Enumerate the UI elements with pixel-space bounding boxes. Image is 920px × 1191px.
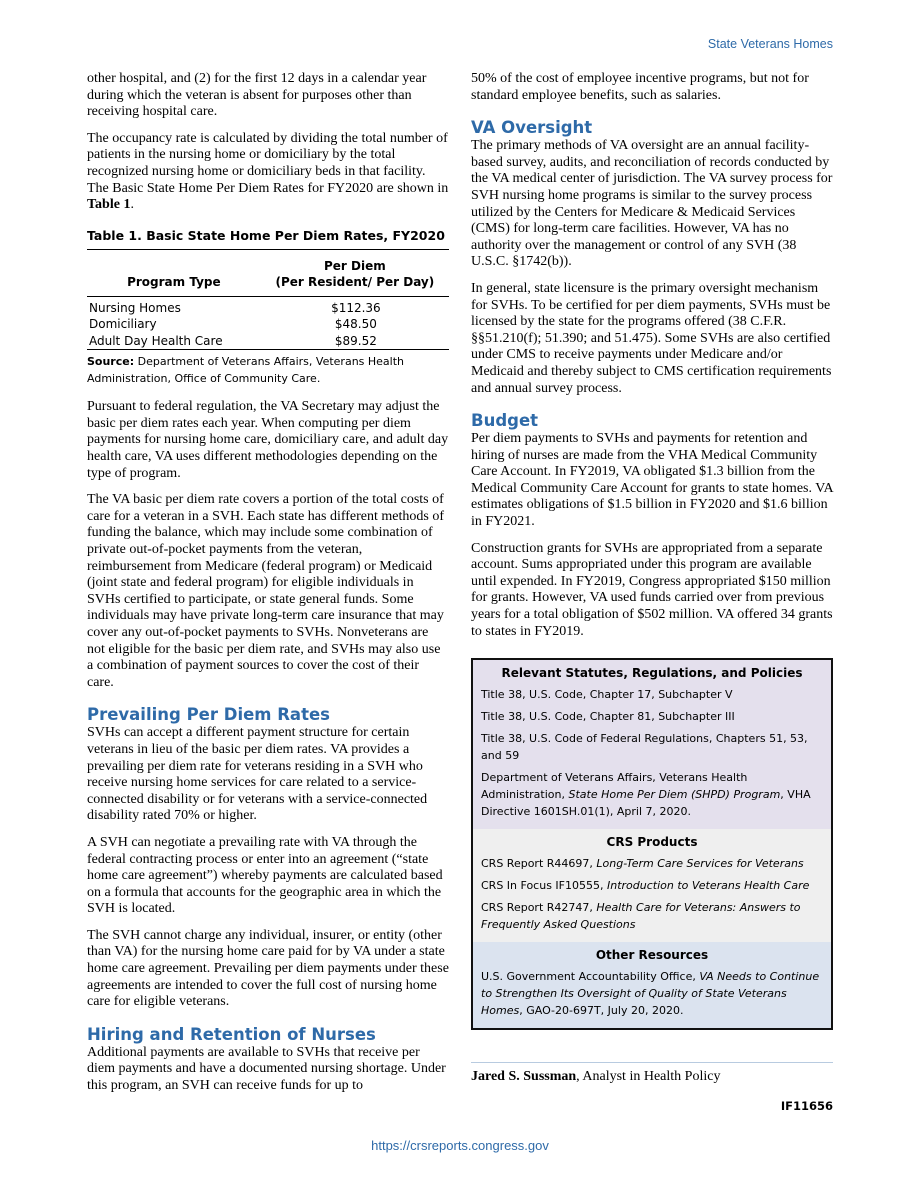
paragraph: Per diem payments to SVHs and payments for retention and hiring of nurses are made from the VHA Medical Community Care Account. In FY2019, VA obligated $1.3 billion from the Medical Community Care Account for grants to state homes. VA estimates obligations of $1.5 billion in FY2020 and $1.6 billion in FY2021. (471, 431, 833, 530)
cell-program-type: Domiciliary (89, 317, 157, 332)
cell-rate: $89.52 (334, 333, 377, 348)
footer-url[interactable]: https://crsreports.congress.gov (371, 1138, 549, 1153)
paragraph: In general, state licensure is the primary oversight mechanism for SVHs. To be certified for per diem payments, SVHs must be licensed by the state for the programs offered (38 C.F.R. §§51.210(f); 51.390; and 51.475). Some SVHs are also certified under CMS to receive payments under Medicare and/or Medicaid and thereby subject to CMS certification requirements and annual survey process. (471, 280, 832, 396)
paragraph: The SVH cannot charge any individual, insurer, or entity (other than VA) for the nursing home care paid for by VA under a state home care agreement. Prevailing per diem payments under these agreements are intended to cover the full cost of nursing home care for eligible veterans. (87, 927, 449, 1010)
statute-item (481, 769, 823, 820)
statute-item: Title 38, U.S. Code of Federal Regulations, Chapters 51, 53, and 59 (481, 732, 808, 763)
section-heading-oversight: VA Oversight (471, 118, 593, 138)
cell-rate: $112.36 (331, 300, 381, 315)
resource-text: , GAO-20-697T, July 20, 2020. (519, 1004, 684, 1018)
author-name: Jared S. Sussman (471, 1069, 577, 1085)
paragraph: Construction grants for SVHs are appropriated from a separate account. Sums appropriated under this program are available until expended. In FY2019, Congress appropriated $150 million for grants. However, VA used funds carried over from previous years for a total obligation of $502 million. VA offered 34 grants to states in FY2019. (471, 540, 833, 639)
col-header-line: Per Diem (324, 258, 386, 273)
paragraph-end: . (130, 197, 134, 213)
table-caption: Table 1. Basic State Home Per Diem Rates, FY2020 (87, 227, 445, 243)
product-title: Introduction to Veterans Health Care (606, 879, 810, 893)
paragraph: Pursuant to federal regulation, the VA Secretary may adjust the basic per diem rates each year. When computing per diem payments for nursing home care, domiciliary care, and adult day health care, VA uses different methodologies depending on the type of program. (87, 399, 449, 481)
product-title: Long-Term Care Services for Veterans (596, 857, 804, 871)
statutes-heading: Relevant Statutes, Regulations, and Policies (501, 666, 803, 681)
paragraph: SVHs can accept a different payment structure for certain veterans in lieu of the basic per diem rates. VA provides a prevailing per diem rate for veterans residing in a SVH who receive nursing home services for care related to a service-connected disability or for veterans with a service-connected disability rated 70% or higher. (87, 725, 428, 824)
cell-program-type: Nursing Homes (89, 300, 181, 315)
statute-item: Title 38, U.S. Code, Chapter 81, Subchapter III (481, 710, 735, 724)
author-line (471, 1062, 833, 1085)
statute-text: , VHA Directive 1601SH.01(1), April 7, 2020. (481, 788, 811, 819)
cell-program-type: Adult Day Health Care (89, 333, 223, 348)
section-heading-prevailing: Prevailing Per Diem Rates (87, 705, 330, 725)
running-header: State Veterans Homes (707, 37, 833, 51)
paragraph: 50% of the cost of employee incentive programs, but not for standard employee benefits, such as salaries. (471, 71, 809, 103)
table-row (87, 316, 449, 333)
product-item (481, 899, 823, 933)
paragraph: The primary methods of VA oversight are an annual facility-based survey, audits, and reconciliation of records conducted by the VA medical center of jurisdiction. The VA survey process for SVH nursing home programs is similar to the survey process utilized by the Centers for Medicare & Medicaid Services (CMS) for long-term care facilities. However, VA has no authority over the management or control of any SVH (38 U.S.C. §1742(b)). (471, 138, 833, 270)
section-heading-hiring: Hiring and Retention of Nurses (87, 1024, 376, 1044)
statute-title: State Home Per Diem (SHPD) Program (568, 788, 781, 802)
other-resources-section (473, 942, 831, 1028)
crs-products-section (473, 829, 831, 942)
product-id: IF11656 (780, 1099, 833, 1114)
source-text: Department of Veterans Affairs, Veterans Health Administration, Office of Community Care. (87, 355, 405, 385)
product-text: CRS Report R42747, (481, 901, 597, 915)
table-row (87, 296, 449, 316)
table-reference: Table 1 (87, 197, 131, 213)
resources-box (471, 658, 833, 1030)
paragraph: Additional payments are available to SVHs that receive per diem payments and have a documented nursing shortage. Under this program, an SVH can receive funds for up to (87, 1044, 446, 1094)
paragraph (87, 131, 449, 214)
section-heading-budget: Budget (471, 411, 539, 431)
statute-text: Department of Veterans Affairs, Veterans Health Administration, (481, 771, 748, 802)
source-label: Source: (87, 355, 135, 369)
crs-products-heading: CRS Products (606, 835, 698, 850)
product-text: CRS Report R44697, (481, 857, 597, 871)
table-header-row (87, 249, 449, 296)
product-item (481, 877, 823, 894)
paragraph: The VA basic per diem rate covers a portion of the total costs of care for a veteran in a SVH. Each state has different methods of funding the balance, which may include some combination of private out-of-pocket payments from the veteran, reimbursement from Medicare (federal program) or Medicaid (joint state and federal program) for eligible individuals in SVHs certified to participate, or state general funds. Some individuals may have private long-term care insurance that may cover any out-of-pocket payments to SVHs. Nonveterans are not eligible for the basic per diem rate, and SVHs may also use a combination of payment sources to cover the cost of their care. (87, 492, 444, 690)
resource-item (481, 968, 823, 1019)
paragraph: A SVH can negotiate a prevailing rate with VA through the federal contracting process or enter into an agreement (“state home care agreement”) whereby payments are calculated based on a formula that accounts for the geographic area in which the SVH is located. (87, 834, 443, 917)
per-diem-table (87, 249, 449, 351)
table-row (87, 333, 449, 350)
resource-text: U.S. Government Accountability Office, (481, 970, 700, 984)
other-resources-heading: Other Resources (595, 948, 709, 963)
statute-item: Title 38, U.S. Code, Chapter 17, Subchapter V (481, 688, 733, 702)
left-column (87, 71, 449, 1105)
paragraph: other hospital, and (2) for the first 12 days in a calendar year during which the veteran is absent for purposes other than receiving hospital care. (87, 71, 427, 120)
product-item (481, 855, 823, 872)
col-header-line: (Per Resident/ Per Day) (275, 274, 435, 289)
product-title: Health Care for Veterans: Answers to Frequently Asked Questions (481, 901, 801, 932)
product-text: CRS In Focus IF10555, (481, 879, 607, 893)
paragraph-text: The occupancy rate is calculated by dividing the total number of patients in the nursing home or domiciliary by the total recognized nursing home or domiciliary beds in that facility. The Basic State Home Per Diem Rates for FY2020 are shown in (87, 130, 449, 196)
author-role: , Analyst in Health Policy (576, 1069, 721, 1085)
table-source (87, 354, 449, 387)
right-column (471, 71, 833, 1113)
statutes-section (473, 660, 831, 829)
col-header-per-diem (261, 249, 449, 296)
resource-title: VA Needs to Continue to Strengthen Its Oversight of Quality of State Veterans Homes (481, 970, 820, 1018)
cell-rate: $48.50 (334, 317, 377, 332)
col-header-program-type: Program Type (87, 249, 261, 296)
